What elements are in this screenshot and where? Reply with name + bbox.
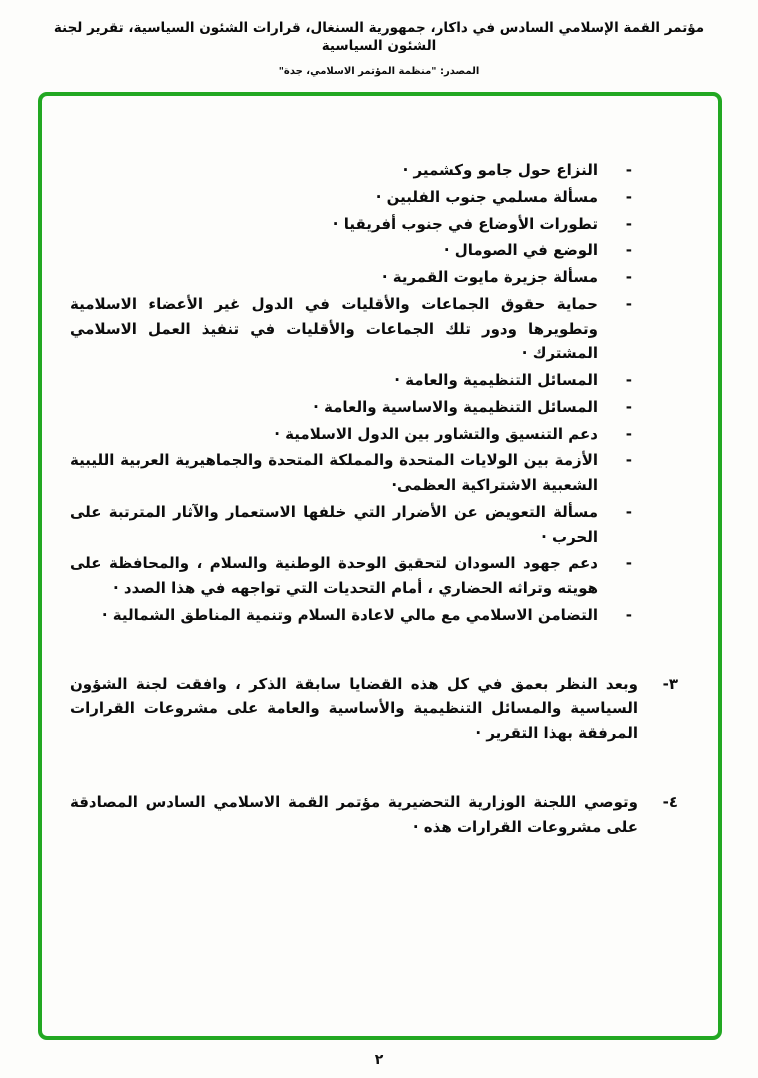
document-body — [42, 96, 718, 839]
list-item — [70, 422, 632, 447]
numbered-paragraph — [70, 672, 678, 746]
paragraph-text: وبعد النظر بعمق في كل هذه القضايا سابقة الذكر ، وافقت لجنة الشؤون السياسية والمسائل التنظيمية والأساسية والعامة على مشروعات القرارات المرفقة بهذا التقرير · — [70, 674, 638, 742]
dash-marker: - — [625, 161, 632, 179]
paragraph-number: ٤- — [662, 792, 678, 811]
dash-marker: - — [625, 187, 632, 206]
list-item-text: دعم التنسيق والتشاور بين الدول الاسلامية · — [274, 424, 598, 443]
content-border-box — [38, 92, 722, 1040]
list-item-text: مسألة جزيرة مايوت القمرية · — [381, 268, 598, 286]
list-item — [70, 551, 632, 601]
document-source: المصدر: "منظمة المؤتمر الاسلامي، جدة" — [278, 66, 480, 78]
list-item-text: المسائل التنظيمية والاساسية والعامة · — [313, 397, 598, 416]
list-item-text: النزاع حول جامو وكشمير · — [402, 161, 598, 179]
list-item-text: مسألة التعويض عن الأضرار التي خلفها الاستعمار والآثار المترتبة على الحرب · — [70, 502, 598, 546]
paragraph-text: وتوصي اللجنة الوزارية التحضيرية مؤتمر القمة الاسلامي السادس المصادقة على مشروعات القرارات هذه · — [70, 792, 638, 836]
list-item-text: حماية حقوق الجماعات والأقليات في الدول غير الأعضاء الاسلامية وتطويرها ودور تلك الجماعات والأقليات في تنفيذ العمل الاسلامي المشترك · — [70, 294, 598, 363]
list-item-text: مسألة مسلمي جنوب الفلبين · — [375, 187, 598, 206]
dash-marker: - — [625, 424, 632, 443]
document-title: مؤتمر القمة الإسلامي السادس في داكار، جمهورية السنغال، قرارات الشئون السياسية، تقرير لجنة الشئون السياسية — [53, 20, 705, 54]
dash-marker: - — [625, 605, 632, 624]
dash-marker: - — [625, 268, 632, 286]
list-item-text: الأزمة بين الولايات المتحدة والمملكة المتحدة والجماهيرية العربية الليبية الشعبية الاشتراكية العظمى· — [70, 451, 598, 494]
list-item — [70, 158, 632, 183]
list-item-text: المسائل التنظيمية والعامة · — [394, 371, 598, 389]
list-item-text: تطورات الأوضاع في جنوب أفريقيا · — [332, 214, 598, 233]
list-item — [70, 395, 632, 420]
list-item — [70, 185, 632, 210]
list-item — [70, 500, 632, 550]
dash-marker: - — [625, 397, 632, 416]
bullet-list — [70, 158, 678, 628]
list-item — [70, 292, 632, 366]
list-item-text: التضامن الاسلامي مع مالي لاعادة السلام وتنمية المناطق الشمالية · — [101, 605, 598, 624]
dash-marker: - — [625, 294, 632, 313]
dash-marker: - — [625, 241, 632, 260]
dash-marker: - — [625, 451, 632, 470]
dash-marker: - — [625, 554, 632, 573]
paragraph-number: ٣- — [662, 674, 678, 693]
dash-marker: - — [625, 371, 632, 389]
list-item — [70, 212, 632, 237]
list-item — [70, 368, 632, 393]
page-number: ٢ — [374, 1052, 384, 1068]
list-item — [70, 448, 632, 498]
list-item — [70, 265, 632, 290]
dash-marker: - — [625, 214, 632, 233]
list-item — [70, 603, 632, 628]
list-item-text: الوضع في الصومال · — [443, 241, 598, 260]
document-header — [0, 0, 758, 77]
list-item-text: دعم جهود السودان لتحقيق الوحدة الوطنية والسلام ، والمحافظة على هويته وتراثه الحضاري ، أمام التحديات التي تواجهه في هذا الصدد · — [70, 554, 598, 597]
dash-marker: - — [625, 502, 632, 521]
list-item — [70, 238, 632, 263]
numbered-paragraph — [70, 790, 678, 840]
